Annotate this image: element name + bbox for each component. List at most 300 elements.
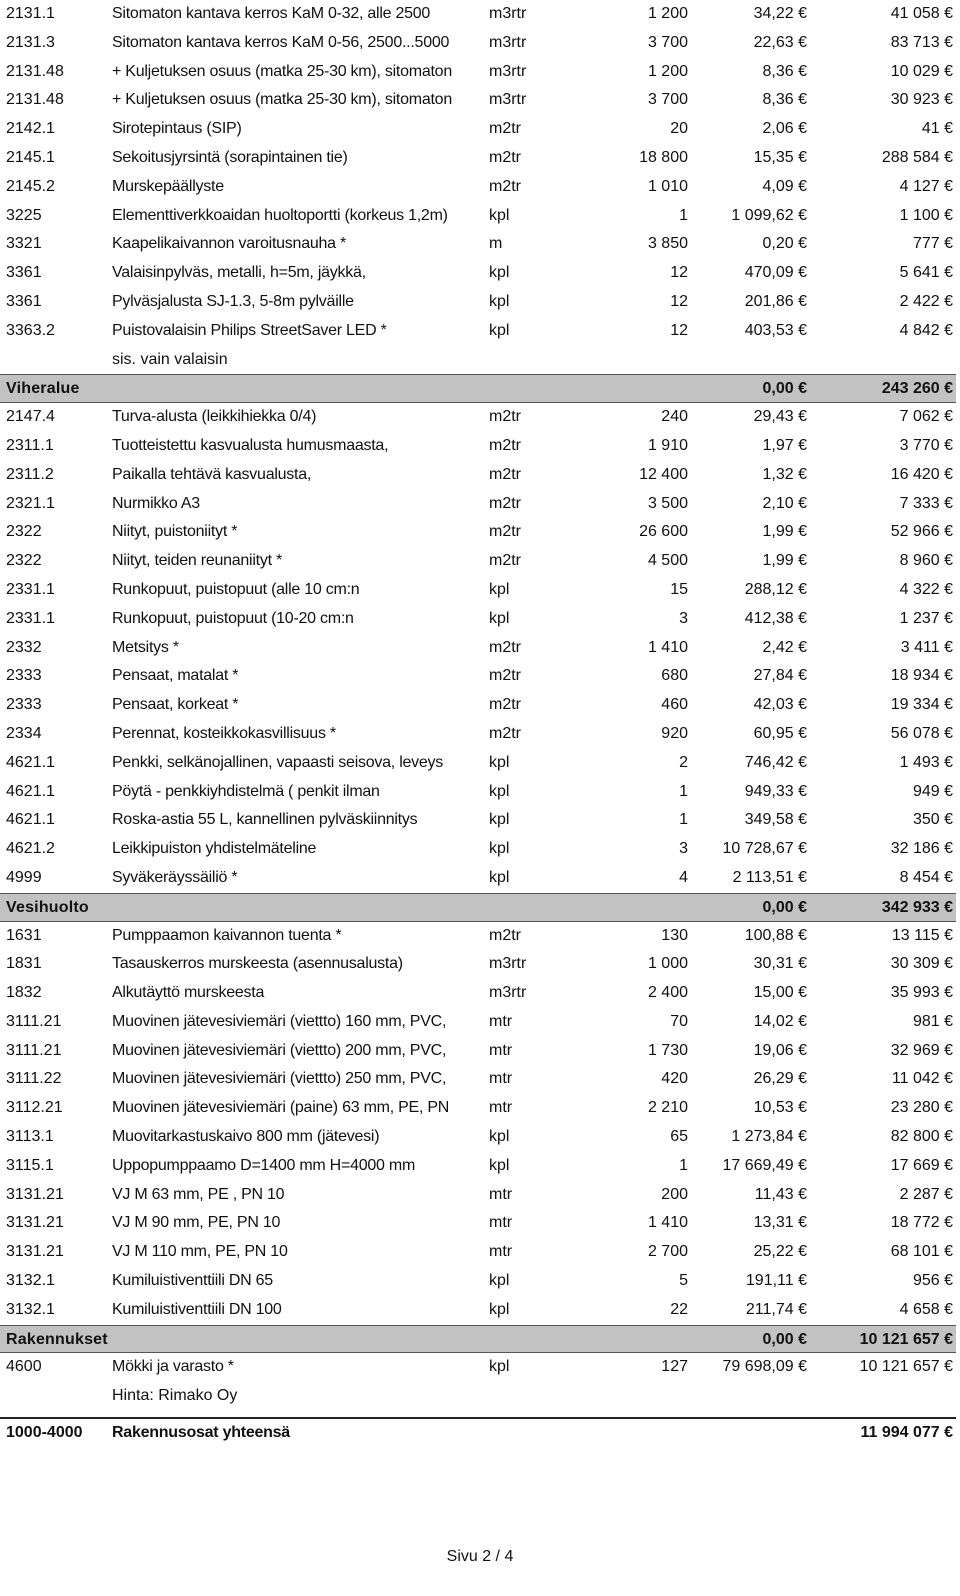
- item-unit-price: 25,22 €: [753, 1243, 807, 1261]
- item-description: VJ M 110 mm, PE, PN 10: [112, 1243, 288, 1261]
- item-note: sis. vain valaisin: [112, 350, 228, 368]
- item-description: Murskepäällyste: [112, 177, 224, 195]
- section-price: 0,00 €: [762, 380, 807, 398]
- item-total: 16 420 €: [890, 465, 953, 483]
- item-quantity: 420: [661, 1070, 688, 1088]
- item-code: 1832: [6, 984, 42, 1002]
- table-row: [0, 1296, 960, 1325]
- item-description: Muovinen jätevesiviemäri (viettto) 250 mm, PVC,: [112, 1070, 447, 1088]
- item-description: Valaisinpylväs, metalli, h=5m, jäykkä,: [112, 264, 366, 282]
- item-description: Muovinen jätevesiviemäri (viettto) 160 mm, PVC,: [112, 1012, 447, 1030]
- item-unit-price: 1,32 €: [762, 465, 807, 483]
- item-total: 10 121 657 €: [859, 1358, 953, 1376]
- item-unit-price: 4,09 €: [762, 177, 807, 195]
- item-quantity: 3: [679, 609, 688, 627]
- table-row: [0, 547, 960, 576]
- item-unit-price: 191,11 €: [745, 1272, 807, 1290]
- item-description: Tuotteistettu kasvualusta humusmaasta,: [112, 436, 389, 454]
- item-description: Tasauskerros murskeesta (asennusalusta): [112, 955, 403, 973]
- item-unit-price: 470,09 €: [744, 264, 807, 282]
- item-quantity: 22: [670, 1300, 688, 1318]
- item-unit-price: 201,86 €: [744, 292, 807, 310]
- item-total: 32 969 €: [890, 1041, 953, 1059]
- item-unit-price: 29,43 €: [753, 408, 807, 426]
- item-code: 3361: [6, 264, 42, 282]
- item-total: 82 800 €: [890, 1128, 953, 1146]
- item-quantity: 2 400: [647, 984, 688, 1002]
- item-quantity: 4: [679, 868, 688, 886]
- item-unit: m2tr: [489, 120, 521, 138]
- item-quantity: 70: [670, 1012, 688, 1030]
- item-quantity: 26 600: [639, 523, 688, 541]
- item-quantity: 3 850: [647, 235, 688, 253]
- item-unit: m2tr: [489, 523, 521, 541]
- item-unit-price: 746,42 €: [744, 753, 807, 771]
- item-code: 3111.22: [6, 1070, 62, 1088]
- item-description: Muovinen jätevesiviemäri (viettto) 200 mm, PVC,: [112, 1041, 447, 1059]
- item-total: 68 101 €: [890, 1243, 953, 1261]
- item-total: 56 078 €: [890, 724, 953, 742]
- item-code: 1631: [6, 926, 42, 944]
- item-total: 4 127 €: [899, 177, 953, 195]
- item-description: Kaapelikaivannon varoitusnauha *: [112, 235, 346, 253]
- item-code: 3111.21: [6, 1041, 62, 1059]
- table-row: [0, 1065, 960, 1094]
- item-total: 7 333 €: [899, 494, 953, 512]
- item-quantity: 3 700: [647, 33, 688, 51]
- item-unit-price: 79 698,09 €: [722, 1358, 807, 1376]
- item-description: Uppopumppaamo D=1400 mm H=4000 mm: [112, 1156, 416, 1174]
- item-description: VJ M 63 mm, PE , PN 10: [112, 1185, 285, 1203]
- item-total: 32 186 €: [890, 840, 953, 858]
- item-total: 1 493 €: [899, 753, 953, 771]
- item-quantity: 680: [661, 667, 688, 685]
- item-unit: mtr: [489, 1214, 513, 1232]
- item-total: 3 770 €: [899, 436, 953, 454]
- item-unit-price: 403,53 €: [744, 321, 807, 339]
- item-total: 13 115 €: [891, 926, 953, 944]
- item-unit: m2tr: [489, 465, 521, 483]
- table-row: [0, 115, 960, 144]
- item-code: 2331.1: [6, 609, 55, 627]
- item-unit: kpl: [489, 782, 510, 800]
- item-unit: m2tr: [489, 408, 521, 426]
- item-code: 2334: [6, 724, 42, 742]
- item-unit-price: 2 113,51 €: [732, 868, 807, 886]
- section-header: [0, 374, 956, 403]
- item-unit: kpl: [489, 292, 510, 310]
- item-description: Niityt, teiden reunaniityt *: [112, 552, 282, 570]
- item-description: Sekoitusjyrsintä (sorapintainen tie): [112, 148, 348, 166]
- item-description: Sitomaton kantava kerros KaM 0-32, alle 2500: [112, 5, 431, 22]
- table-row: [0, 1353, 960, 1411]
- item-description: Leikkipuiston yhdistelmäteline: [112, 840, 317, 858]
- item-code: 4999: [6, 868, 42, 886]
- item-description: Penkki, selkänojallinen, vapaasti seisova, leveys: [112, 753, 444, 771]
- table-row: [0, 950, 960, 979]
- item-unit-price: 27,84 €: [753, 667, 807, 685]
- item-total: 18 772 €: [890, 1214, 953, 1232]
- item-code: 2333: [6, 696, 42, 714]
- item-unit: mtr: [489, 1012, 513, 1030]
- item-unit: kpl: [489, 1300, 510, 1318]
- item-code: 3363.2: [6, 321, 55, 339]
- table-row: [0, 86, 960, 115]
- item-total: 7 062 €: [899, 408, 953, 426]
- item-quantity: 1 010: [647, 177, 688, 195]
- item-total: 949 €: [912, 782, 953, 800]
- table-row: [0, 835, 960, 864]
- item-unit-price: 1,99 €: [762, 552, 807, 570]
- table-row: [0, 230, 960, 259]
- item-unit-price: 8,36 €: [762, 91, 807, 109]
- item-description: Runkopuut, puistopuut (10-20 cm:n: [112, 609, 354, 627]
- item-unit: kpl: [489, 1128, 510, 1146]
- item-unit: m2tr: [489, 667, 521, 685]
- item-unit-price: 1,97 €: [762, 436, 807, 454]
- item-quantity: 4 500: [647, 552, 688, 570]
- item-description: Roska-astia 55 L, kannellinen pylväskiinnitys: [112, 811, 418, 829]
- item-quantity: 65: [670, 1128, 688, 1146]
- table-row: [0, 1094, 960, 1123]
- item-unit: m2tr: [489, 552, 521, 570]
- item-unit: mtr: [489, 1041, 513, 1059]
- item-unit: kpl: [489, 1358, 510, 1376]
- item-total: 30 923 €: [890, 91, 953, 109]
- item-code: 2131.3: [6, 33, 55, 51]
- item-description: Muovitarkastuskaivo 800 mm (jätevesi): [112, 1128, 380, 1146]
- item-unit: m3rtr: [489, 955, 527, 973]
- item-total: 41 €: [921, 120, 953, 138]
- item-description: Pensaat, korkeat *: [112, 696, 239, 714]
- table-row: [0, 1181, 960, 1210]
- item-unit: kpl: [489, 264, 510, 282]
- item-unit-price: 288,12 €: [744, 580, 807, 598]
- item-description: Puistovalaisin Philips StreetSaver LED *: [112, 321, 387, 339]
- table-row: [0, 662, 960, 691]
- item-unit-price: 17 669,49 €: [722, 1156, 807, 1174]
- item-unit-price: 0,20 €: [762, 235, 807, 253]
- table-row: [0, 288, 960, 317]
- item-unit-price: 30,31 €: [753, 955, 807, 973]
- table-row: [0, 432, 960, 461]
- section-total: 243 260 €: [881, 380, 953, 398]
- item-unit: kpl: [489, 811, 510, 829]
- item-unit: mtr: [489, 1070, 513, 1088]
- item-description: Perennat, kosteikkokasvillisuus *: [112, 724, 336, 742]
- item-unit: m2tr: [489, 148, 521, 166]
- item-code: 4621.1: [6, 782, 55, 800]
- item-quantity: 18 800: [639, 148, 688, 166]
- item-unit-price: 1 099,62 €: [731, 206, 807, 224]
- item-unit: m2tr: [489, 638, 521, 656]
- item-quantity: 3 500: [647, 494, 688, 512]
- item-total: 981 €: [912, 1012, 953, 1030]
- item-total: 2 422 €: [899, 292, 953, 310]
- section-price: 0,00 €: [762, 1330, 807, 1348]
- item-code: 3111.21: [6, 1012, 62, 1030]
- item-unit-price: 8,36 €: [762, 62, 807, 80]
- section-title: Vesihuolto: [6, 898, 89, 916]
- section-header: [0, 893, 956, 922]
- section-price: 0,00 €: [762, 898, 807, 916]
- item-unit: kpl: [489, 1272, 510, 1290]
- item-quantity: 130: [661, 926, 688, 944]
- item-code: 2311.2: [6, 465, 54, 483]
- item-code: 4621.1: [6, 753, 55, 771]
- grand-total-code: 1000-4000: [6, 1424, 83, 1442]
- item-description: Muovinen jätevesiviemäri (paine) 63 mm, PE, PN: [112, 1099, 450, 1117]
- item-unit: m3rtr: [489, 984, 527, 1002]
- table-row: [0, 778, 960, 807]
- item-unit-price: 1,99 €: [762, 523, 807, 541]
- item-unit: m2tr: [489, 177, 521, 195]
- item-total: 4 842 €: [899, 321, 953, 339]
- item-quantity: 460: [661, 696, 688, 714]
- item-description: Nurmikko A3: [112, 494, 200, 512]
- item-total: 350 €: [912, 811, 953, 829]
- item-unit-price: 2,42 €: [762, 638, 807, 656]
- item-unit: m: [489, 235, 503, 253]
- item-code: 2331.1: [6, 580, 55, 598]
- item-code: 3131.21: [6, 1185, 64, 1203]
- item-quantity: 2: [679, 753, 688, 771]
- item-code: 3132.1: [6, 1272, 55, 1290]
- item-total: 18 934 €: [890, 667, 953, 685]
- item-code: 2332: [6, 638, 42, 656]
- item-total: 2 287 €: [899, 1185, 953, 1203]
- item-unit: kpl: [489, 580, 510, 598]
- item-quantity: 1 410: [647, 1214, 688, 1232]
- item-total: 956 €: [912, 1272, 953, 1290]
- item-description: Metsitys *: [112, 638, 179, 656]
- item-code: 2131.48: [6, 91, 64, 109]
- item-code: 3131.21: [6, 1243, 64, 1261]
- table-row: [0, 202, 960, 231]
- item-quantity: 200: [661, 1185, 688, 1203]
- item-quantity: 920: [661, 724, 688, 742]
- item-description: Syväkeräyssäiliö *: [112, 868, 238, 886]
- item-quantity: 2 700: [647, 1243, 688, 1261]
- item-unit: mtr: [489, 1185, 513, 1203]
- item-total: 19 334 €: [890, 696, 953, 714]
- item-unit-price: 26,29 €: [753, 1070, 807, 1088]
- table-row: [0, 1008, 960, 1037]
- table-row: [0, 922, 960, 951]
- item-total: 1 237 €: [899, 609, 953, 627]
- table-row: [0, 1238, 960, 1267]
- table-row: [0, 1209, 960, 1238]
- item-unit: m3rtr: [489, 62, 527, 80]
- item-quantity: 12: [670, 292, 688, 310]
- section-total: 10 121 657 €: [859, 1330, 953, 1348]
- table-row: [0, 576, 960, 605]
- item-unit-price: 13,31 €: [753, 1214, 807, 1232]
- table-row: [0, 864, 960, 893]
- item-total: 8 454 €: [899, 868, 953, 886]
- item-quantity: 20: [670, 120, 688, 138]
- item-unit: kpl: [489, 753, 510, 771]
- item-quantity: 3 700: [647, 91, 688, 109]
- item-unit-price: 412,38 €: [744, 609, 807, 627]
- table-row: [0, 317, 960, 375]
- item-unit-price: 10,53 €: [753, 1099, 807, 1117]
- item-unit: kpl: [489, 321, 510, 339]
- item-unit-price: 349,58 €: [744, 811, 807, 829]
- item-total: 288 584 €: [881, 148, 953, 166]
- grand-total-label: Rakennusosat yhteensä: [112, 1424, 290, 1442]
- item-code: 2321.1: [6, 494, 55, 512]
- item-quantity: 5: [679, 1272, 688, 1290]
- item-description: + Kuljetuksen osuus (matka 25-30 km), sitomaton: [112, 91, 452, 109]
- item-unit: kpl: [489, 206, 510, 224]
- item-unit: mtr: [489, 1099, 513, 1117]
- item-code: 2145.1: [6, 148, 55, 166]
- item-total: 1 100 €: [899, 206, 953, 224]
- item-unit-price: 2,06 €: [762, 120, 807, 138]
- item-code: 2145.2: [6, 177, 55, 195]
- page-number: Sivu 2 / 4: [446, 1548, 514, 1565]
- item-quantity: 1 200: [647, 5, 688, 22]
- item-quantity: 15: [670, 580, 688, 598]
- item-code: 3112.21: [6, 1099, 63, 1117]
- section-title: Rakennukset: [6, 1330, 108, 1348]
- table-row: [0, 1037, 960, 1066]
- item-description: Mökki ja varasto *: [112, 1358, 234, 1376]
- item-quantity: 127: [661, 1358, 688, 1376]
- item-description: VJ M 90 mm, PE, PN 10: [112, 1214, 281, 1232]
- item-total: 11 042 €: [891, 1070, 953, 1088]
- item-unit-price: 19,06 €: [753, 1041, 807, 1059]
- item-unit: m2tr: [489, 926, 521, 944]
- grand-total-value: 11 994 077 €: [860, 1424, 953, 1442]
- item-quantity: 1: [679, 811, 688, 829]
- section-total: 342 933 €: [881, 898, 953, 916]
- item-code: 2322: [6, 552, 42, 570]
- table-row: [0, 749, 960, 778]
- item-unit-price: 2,10 €: [762, 494, 807, 512]
- item-description: Elementtiverkkoaidan huoltoportti (korkeus 1,2m): [112, 206, 448, 224]
- item-code: 4600: [6, 1358, 42, 1376]
- table-row: [0, 1152, 960, 1181]
- table-row: [0, 29, 960, 58]
- item-total: 10 029 €: [890, 62, 953, 80]
- item-unit: kpl: [489, 868, 510, 886]
- table-row: [0, 58, 960, 87]
- item-description: + Kuljetuksen osuus (matka 25-30 km), sitomaton: [112, 62, 452, 80]
- item-unit-price: 10 728,67 €: [722, 840, 807, 858]
- table-row: [0, 979, 960, 1008]
- item-description: Kumiluistiventtiili DN 65: [112, 1272, 273, 1290]
- item-code: 2322: [6, 523, 42, 541]
- item-description: Pylväsjalusta SJ-1.3, 5-8m pylväille: [112, 292, 354, 310]
- item-code: 3131.21: [6, 1214, 64, 1232]
- item-unit-price: 211,74 €: [745, 1300, 807, 1318]
- section-title: Viheralue: [6, 380, 80, 398]
- table-row: [0, 403, 960, 432]
- item-unit-price: 15,35 €: [753, 148, 807, 166]
- item-total: 41 058 €: [890, 5, 953, 22]
- item-code: 3321: [6, 235, 42, 253]
- item-code: 2142.1: [6, 120, 55, 138]
- item-unit: m3rtr: [489, 33, 527, 51]
- item-description: Pöytä - penkkiyhdistelmä ( penkit ilman: [112, 782, 380, 800]
- item-unit: kpl: [489, 1156, 510, 1174]
- item-description: Paikalla tehtävä kasvualusta,: [112, 465, 312, 483]
- item-total: 30 309 €: [890, 955, 953, 973]
- item-total: 8 960 €: [899, 552, 953, 570]
- item-description: Pensaat, matalat *: [112, 667, 239, 685]
- item-unit-price: 14,02 €: [753, 1012, 807, 1030]
- item-unit: kpl: [489, 840, 510, 858]
- item-quantity: 12: [670, 264, 688, 282]
- item-quantity: 1: [679, 206, 688, 224]
- table-row: [0, 720, 960, 749]
- item-code: 3361: [6, 292, 42, 310]
- item-description: Pumppaamon kaivannon tuenta *: [112, 926, 342, 944]
- item-description: Alkutäyttö murskeesta: [112, 984, 265, 1002]
- item-total: 5 641 €: [899, 264, 953, 282]
- item-code: 2131.1: [6, 5, 55, 22]
- item-total: 4 322 €: [899, 580, 953, 598]
- table-row: [0, 634, 960, 663]
- item-description: Sirotepintaus (SIP): [112, 120, 242, 138]
- table-row: [0, 806, 960, 835]
- item-code: 3113.1: [6, 1128, 54, 1146]
- item-unit: m3rtr: [489, 5, 527, 22]
- item-description: Sitomaton kantava kerros KaM 0-56, 2500...5000: [112, 33, 450, 51]
- item-unit: m2tr: [489, 696, 521, 714]
- table-row: [0, 605, 960, 634]
- item-description: Runkopuut, puistopuut (alle 10 cm:n: [112, 580, 360, 598]
- table-row: [0, 173, 960, 202]
- item-total: 17 669 €: [890, 1156, 953, 1174]
- item-unit-price: 949,33 €: [744, 782, 807, 800]
- item-quantity: 1 000: [647, 955, 688, 973]
- item-quantity: 1: [679, 782, 688, 800]
- item-note: Hinta: Rimako Oy: [112, 1387, 238, 1405]
- item-description: Niityt, puistoniityt *: [112, 523, 238, 541]
- item-total: 23 280 €: [890, 1099, 953, 1117]
- item-quantity: 1 910: [647, 436, 688, 454]
- item-quantity: 12 400: [639, 465, 688, 483]
- table-row: [0, 1123, 960, 1152]
- item-unit-price: 42,03 €: [753, 696, 807, 714]
- item-code: 2311.1: [6, 436, 54, 454]
- item-code: 4621.1: [6, 811, 55, 829]
- section-header: [0, 1325, 956, 1354]
- item-unit-price: 60,95 €: [753, 724, 807, 742]
- item-unit: kpl: [489, 609, 510, 627]
- item-unit-price: 15,00 €: [753, 984, 807, 1002]
- item-unit-price: 100,88 €: [744, 926, 807, 944]
- item-unit-price: 1 273,84 €: [731, 1128, 807, 1146]
- item-code: 2131.48: [6, 62, 64, 80]
- table-row: [0, 1267, 960, 1296]
- item-code: 4621.2: [6, 840, 55, 858]
- item-unit: m3rtr: [489, 91, 527, 109]
- item-quantity: 2 210: [647, 1099, 688, 1117]
- item-quantity: 3: [679, 840, 688, 858]
- item-code: 3132.1: [6, 1300, 55, 1318]
- item-code: 2147.4: [6, 408, 55, 426]
- table-row: [0, 691, 960, 720]
- item-unit: mtr: [489, 1243, 513, 1261]
- table-row: [0, 461, 960, 490]
- item-description: Turva-alusta (leikkihiekka 0/4): [112, 408, 317, 426]
- item-code: 1831: [6, 955, 42, 973]
- item-code: 3115.1: [6, 1156, 54, 1174]
